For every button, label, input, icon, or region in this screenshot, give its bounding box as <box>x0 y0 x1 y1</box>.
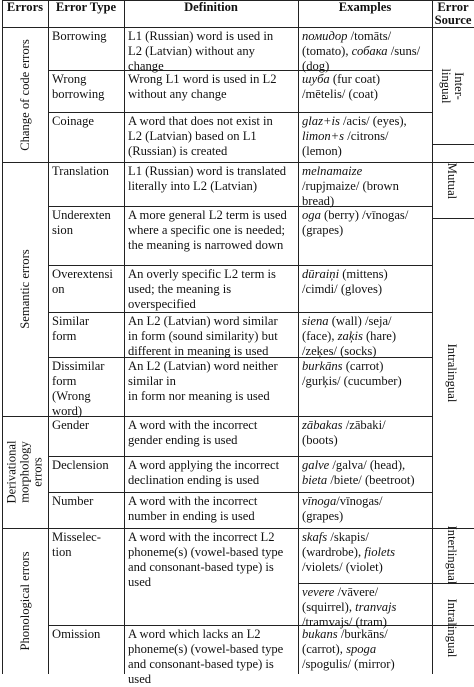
example-text: (mittens) /cimdi/ (gloves) <box>302 267 388 296</box>
example-text: (carrot) /gurķis/ (cucumber) <box>302 359 402 388</box>
example-text: (fur coat) /mētelis/ (coat) <box>302 72 381 101</box>
definition-cell: Wrong L1 word is used in L2 without any change <box>128 72 277 101</box>
example-word: vevere <box>302 585 335 599</box>
header-error-source: Error Source <box>434 0 472 27</box>
error-type-cell: Translation <box>52 164 109 178</box>
error-type-cell: Misselec- tion <box>52 530 101 559</box>
definition-cell: A word applying the incorrect declination ending is used <box>128 458 280 487</box>
grid-line <box>2 162 474 163</box>
example-word: bukans <box>302 627 338 641</box>
examples-cell <box>302 267 432 297</box>
examples-cell <box>302 72 432 102</box>
examples-cell <box>302 627 432 672</box>
definition-cell: A word that does not exist in L2 (Latvian) based on L1 (Russian) is created <box>128 114 273 158</box>
example-text: /vīnogas/ (grapes) <box>302 494 383 523</box>
example-text: /vāvere/ (squirrel), <box>302 585 379 614</box>
example-word: fiolets <box>364 545 396 559</box>
example-word: limon+s <box>302 129 345 143</box>
header-errors: Errors <box>6 0 44 14</box>
example-word: glaz+is <box>302 114 340 128</box>
example-text: /acis/ (eyes), <box>343 114 407 128</box>
header-examples: Examples <box>338 0 392 14</box>
example-word: tranvajs <box>355 600 397 614</box>
error-type-cell: Declension <box>52 458 109 472</box>
examples-cell <box>302 114 432 159</box>
example-word: vīnoga <box>302 494 337 508</box>
grid-line <box>124 0 125 674</box>
grid-line <box>48 456 432 457</box>
example-word: bieta <box>302 473 328 487</box>
grid-line <box>432 218 474 219</box>
definition-cell: A word with the incorrect number in ending is used <box>128 494 258 523</box>
example-word: melnamaize <box>302 164 363 178</box>
examples-cell <box>302 585 432 630</box>
grid-line <box>2 528 474 529</box>
example-word: skafs <box>302 530 328 544</box>
example-text: /tramvajs/ (tram) <box>302 615 387 629</box>
example-word: galve <box>302 458 330 472</box>
example-text: /zābaki/ (boots) <box>302 418 386 447</box>
error-type-cell: Underexten sion <box>52 208 111 237</box>
grid-line <box>2 27 474 28</box>
example-text: /burkāns/ (carrot), <box>302 627 388 656</box>
example-word: zaķis <box>337 329 363 343</box>
example-text: /spogulis/ (mirror) <box>302 657 395 671</box>
example-word: dūraiņi <box>302 267 340 281</box>
grid-line <box>48 112 432 113</box>
error-type-cell: Coinage <box>52 114 94 128</box>
definition-cell: L1 (Russian) word is used in L2 (Latvian) without any change <box>128 29 274 73</box>
error-type-cell: Number <box>52 494 94 508</box>
example-text: (hare) /zeķes/ (socks) <box>302 329 397 358</box>
examples-cell <box>302 530 432 575</box>
grid-line <box>48 492 432 493</box>
grid-line <box>432 0 433 674</box>
example-word: burkāns <box>302 359 343 373</box>
source-intralingual: Intralingual <box>445 343 459 403</box>
example-word: собака <box>351 44 388 58</box>
example-word: шуба <box>302 72 330 86</box>
definition-cell: An overly specific L2 term is used; the meaning is overspecified <box>128 267 276 311</box>
example-text: /galva/ (head), <box>332 458 406 472</box>
example-text: /skapis/ (wardrobe), <box>302 530 369 559</box>
example-word: помидор <box>302 29 348 43</box>
group-phonological-errors: Phonological errors <box>18 551 32 651</box>
examples-cell <box>302 164 432 209</box>
definition-cell: An L2 (Latvian) word neither similar in in form nor meaning is used <box>128 359 278 403</box>
grid-line <box>48 265 432 266</box>
grid-line <box>432 144 474 145</box>
examples-cell <box>302 29 432 74</box>
definition-cell: A more general L2 term is used where a specific one is needed; the meaning is narrowed down <box>128 208 287 252</box>
examples-cell <box>302 359 432 389</box>
example-text: /citrons/ (lemon) <box>302 129 389 158</box>
error-type-cell: Wrong borrowing <box>52 72 105 101</box>
examples-cell <box>302 208 432 238</box>
examples-cell <box>302 458 432 488</box>
group-derivational-morphology-errors: Derivational morphology errors <box>4 440 45 504</box>
grid-line <box>48 0 49 674</box>
error-type-cell: Omission <box>52 627 101 641</box>
example-word: siena <box>302 314 329 328</box>
definition-cell: An L2 (Latvian) word similar in form (sound similarity) but different in meaning is used <box>128 314 278 358</box>
examples-cell <box>302 314 432 359</box>
example-word: spoga <box>346 642 377 656</box>
definition-cell: A word which lacks an L2 phoneme(s) (vowel-based type and consonant-based type) is used <box>128 627 284 686</box>
example-text: (berry) /vīnogas/ (grapes) <box>302 208 409 237</box>
grid-line <box>48 312 432 313</box>
source-interlingual: Inter- lingual <box>439 68 466 104</box>
definition-cell: A word with the incorrect gender ending is used <box>128 418 258 447</box>
example-word: oga <box>302 208 321 222</box>
error-type-cell: Borrowing <box>52 29 107 43</box>
source-interlingual: Interlingual <box>445 525 459 585</box>
examples-cell <box>302 494 432 524</box>
example-text: (wall) /seja/ (face), <box>302 314 392 343</box>
error-type-cell: Similar form <box>52 314 90 343</box>
source-mutual: Mutual <box>445 162 459 200</box>
header-definition: Definition <box>184 0 238 14</box>
example-text: /biete/ (beetroot) <box>327 473 415 487</box>
definition-cell: A word with the incorrect L2 phoneme(s) (vowel-based type and consonant-based type) is used <box>128 530 284 589</box>
group-semantic-errors: Semantic errors <box>18 249 32 329</box>
example-word: zābakas <box>302 418 343 432</box>
example-text: /violets/ (violet) <box>302 560 383 574</box>
group-change-of-code-errors: Change of code errors <box>18 39 32 151</box>
definition-cell: L1 (Russian) word is translated literally into L2 (Latvian) <box>128 164 287 193</box>
header-error-type: Error Type <box>55 0 117 14</box>
error-type-cell: Gender <box>52 418 90 432</box>
source-intralingual: Intralingual <box>445 598 459 658</box>
example-text: /tomāts/ (tomato), <box>302 29 392 58</box>
example-text: /rupjmaize/ (brown bread) <box>302 179 399 208</box>
example-text: /suns/ (dog) <box>302 44 421 73</box>
grid-line <box>2 0 3 674</box>
examples-cell <box>302 418 432 448</box>
error-type-cell: Overextensi on <box>52 267 113 296</box>
grid-line <box>298 0 299 674</box>
error-type-cell: Dissimilar form (Wrong word) <box>52 359 105 418</box>
